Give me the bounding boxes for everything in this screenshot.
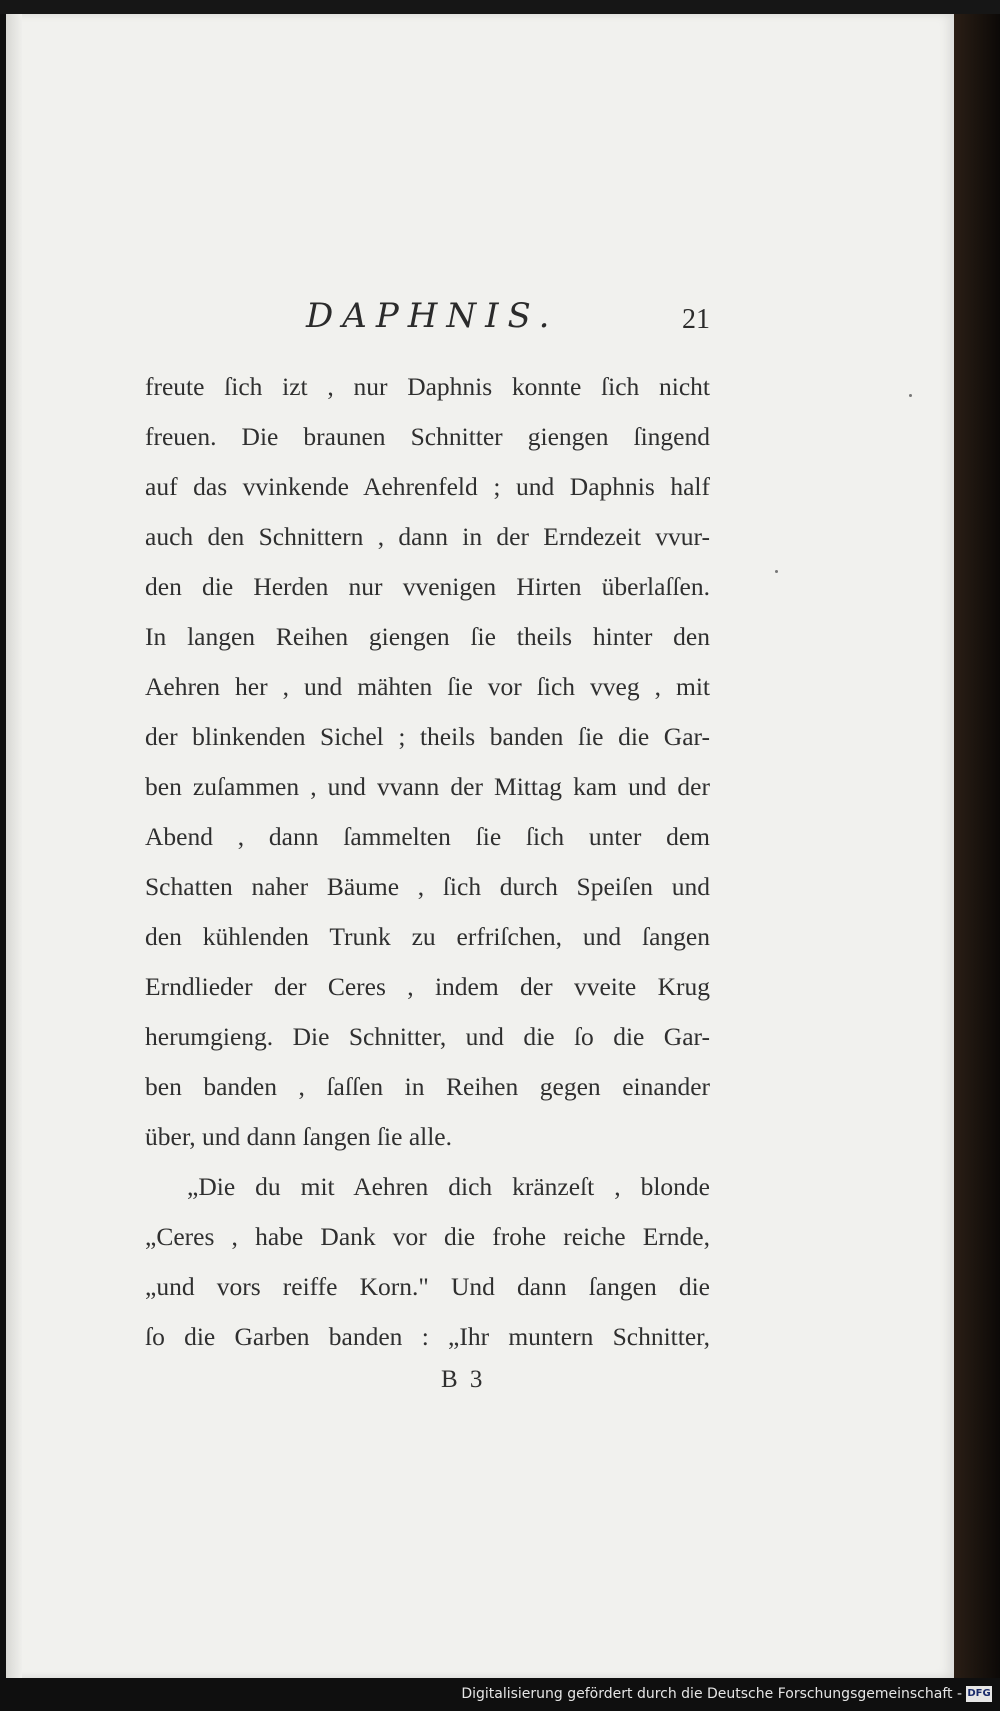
running-head: [306, 296, 726, 346]
text-line: freute ſich izt , nur Daphnis konnte ſich nicht: [145, 372, 710, 401]
text-line: Erndlieder der Ceres , indem der vveite Krug: [145, 972, 710, 1001]
text-line: über, und dann ſangen ſie alle.: [145, 1122, 452, 1151]
funding-credit: Digitalisierung gefördert durch die Deutsche Forschungsgemeinschaft -: [461, 1686, 962, 1702]
page-gutter-shadow: [6, 14, 22, 1678]
text-line: Schatten naher Bäume , ſich durch Speiſen und: [145, 872, 710, 901]
text-line: auch den Schnittern , dann in der Erndezeit vvur-: [145, 522, 710, 551]
text-line: „und vors reiffe Korn." Und dann ſangen die: [145, 1272, 710, 1301]
text-line: „Die du mit Aehren dich kränzeſt , blonde: [187, 1172, 710, 1201]
page-number: 21: [682, 304, 710, 335]
paper-speck: [909, 394, 912, 397]
text-line: ben zuſammen , und vvann der Mittag kam und der: [145, 772, 710, 801]
text-line: „Ceres , habe Dank vor die frohe reiche Ernde,: [145, 1222, 710, 1251]
book-edge: [954, 14, 1000, 1678]
scan-top-border: [0, 0, 1000, 14]
text-line: herumgieng. Die Schnitter, und die ſo die Gar-: [145, 1022, 710, 1051]
signature-mark: B 3: [441, 1366, 486, 1393]
running-title: DAPHNIS.: [306, 296, 559, 336]
text-line: Aehren her , und mähten ſie vor ſich vveg , mit: [145, 672, 710, 701]
text-line: ben banden , ſaſſen in Reihen gegen einander: [145, 1072, 710, 1101]
text-line: den kühlenden Trunk zu erfriſchen, und ſangen: [145, 922, 710, 951]
text-line: den die Herden nur vvenigen Hirten überlaſſen.: [145, 572, 710, 601]
paper-speck: [775, 570, 778, 573]
dfg-logo-icon: DFG: [966, 1686, 992, 1702]
text-line: auf das vvinkende Aehrenfeld ; und Daphnis half: [145, 472, 710, 501]
footer-bar: [0, 1678, 1000, 1711]
text-line: der blinkenden Sichel ; theils banden ſie die Gar-: [145, 722, 710, 751]
text-line: Abend , dann ſammelten ſie ſich unter dem: [145, 822, 710, 851]
text-line: ſo die Garben banden : „Ihr muntern Schnitter,: [145, 1322, 710, 1351]
text-line: freuen. Die braunen Schnitter giengen ſingend: [145, 422, 710, 451]
body-text: [145, 362, 710, 1362]
text-line: In langen Reihen giengen ſie theils hinter den: [145, 622, 710, 651]
